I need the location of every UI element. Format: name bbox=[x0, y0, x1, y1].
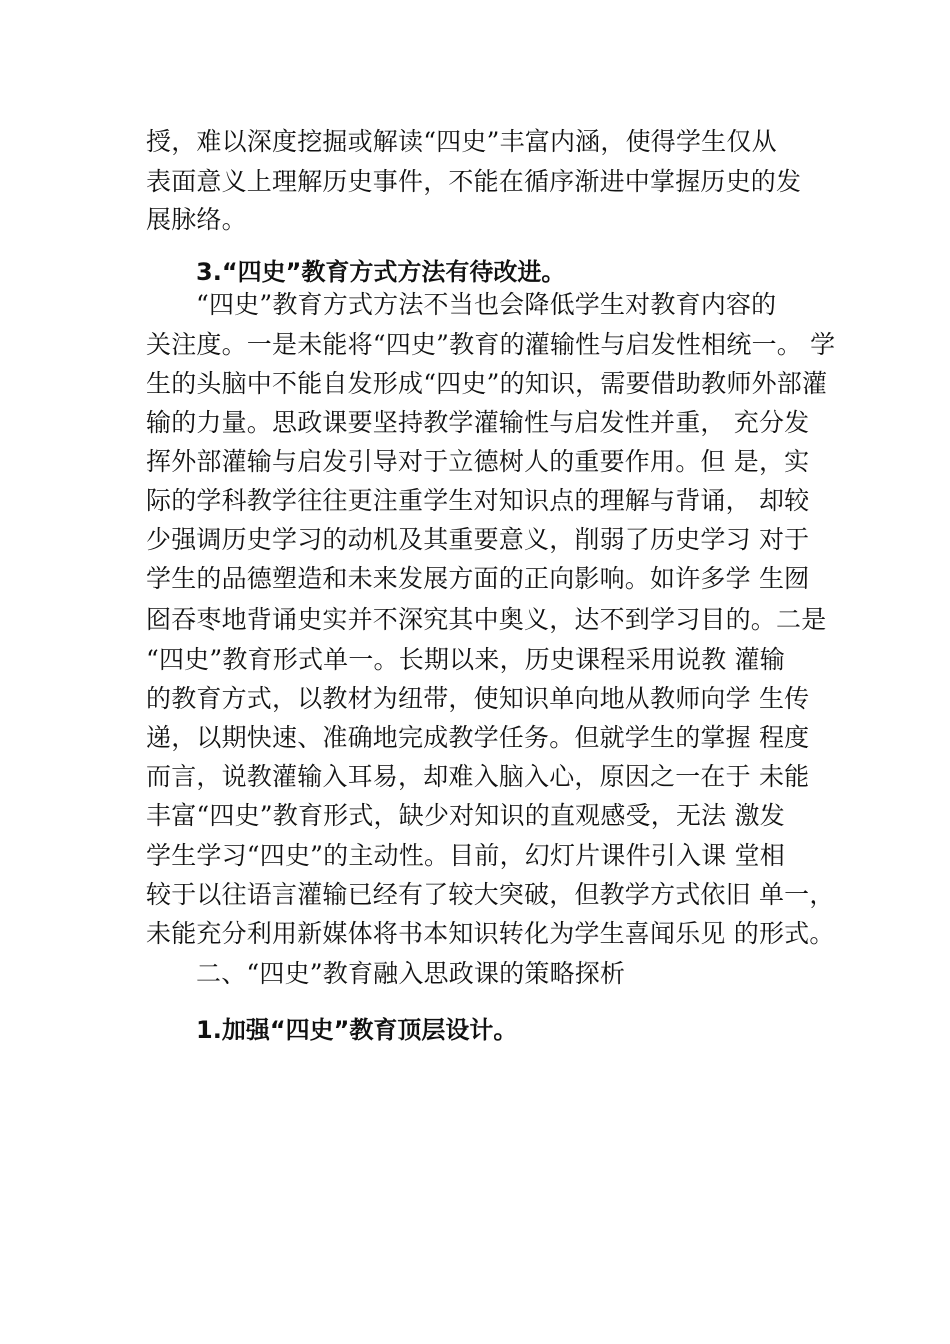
paragraph-line: 学生学习“四史”的主动性。目前，幻灯片课件引入课 堂相 bbox=[146, 841, 785, 870]
paragraph-line: 生的头脑中不能自发形成“四史”的知识，需要借助教师外部灌 bbox=[146, 369, 828, 398]
paragraph-line: 际的学科教学往往更注重学生对知识点的理解与背诵， 却较 bbox=[146, 486, 810, 515]
subsection-1-heading: 1.加强“四史”教育顶层设计。 bbox=[196, 1016, 518, 1044]
paragraph-line: 丰富“四史”教育形式，缺少对知识的直观感受，无法 激发 bbox=[146, 801, 785, 830]
paragraph-line: 表面意义上理解历史事件，不能在循序渐进中掌握历史的发 bbox=[146, 167, 802, 196]
paragraph-line: 递，以期快速、准确地完成教学任务。但就学生的掌握 程度 bbox=[146, 723, 810, 752]
paragraph-line: “四史”教育形式单一。长期以来，历史课程采用说教 灌输 bbox=[146, 645, 785, 674]
paragraph-line: 学生的品德塑造和未来发展方面的正向影响。如许多学 生囫 bbox=[146, 564, 810, 593]
paragraph-line: 挥外部灌输与启发引导对于立德树人的重要作用。但 是，实 bbox=[146, 447, 810, 476]
paragraph-line: 输的力量。思政课要坚持教学灌输性与启发性并重， 充分发 bbox=[146, 408, 810, 437]
paragraph-line: 的教育方式，以教材为纽带，使知识单向地从教师向学 生传 bbox=[146, 684, 810, 713]
paragraph-line: 囵吞枣地背诵史实并不深究其中奥义，达不到学习目的。二是 bbox=[146, 605, 827, 634]
paragraph-line: 少强调历史学习的动机及其重要意义，削弱了历史学习 对于 bbox=[146, 525, 810, 554]
paragraph-line: 关注度。一是未能将“四史”教育的灌输性与启发性相统一。 学 bbox=[146, 330, 836, 359]
section-3-heading: 3.“四史”教育方式方法有待改进。 bbox=[196, 258, 566, 286]
paragraph-line: 授，难以深度挖掘或解读“四史”丰富内涵，使得学生仅从 bbox=[146, 127, 777, 156]
paragraph-line: 较于以往语言灌输已经有了较大突破，但教学方式依旧 单一， bbox=[146, 880, 835, 909]
part-2-heading: 二、“四史”教育融入思政课的策略探析 bbox=[196, 959, 626, 988]
paragraph-line: 未能充分利用新媒体将书本知识转化为学生喜闻乐见 的形式。 bbox=[146, 919, 835, 948]
paragraph-line: 而言，说教灌输入耳易，却难入脑入心，原因之一在于 未能 bbox=[146, 762, 810, 791]
paragraph-line: “四史”教育方式方法不当也会降低学生对教育内容的 bbox=[196, 290, 777, 319]
paragraph-line: 展脉络。 bbox=[146, 205, 247, 234]
